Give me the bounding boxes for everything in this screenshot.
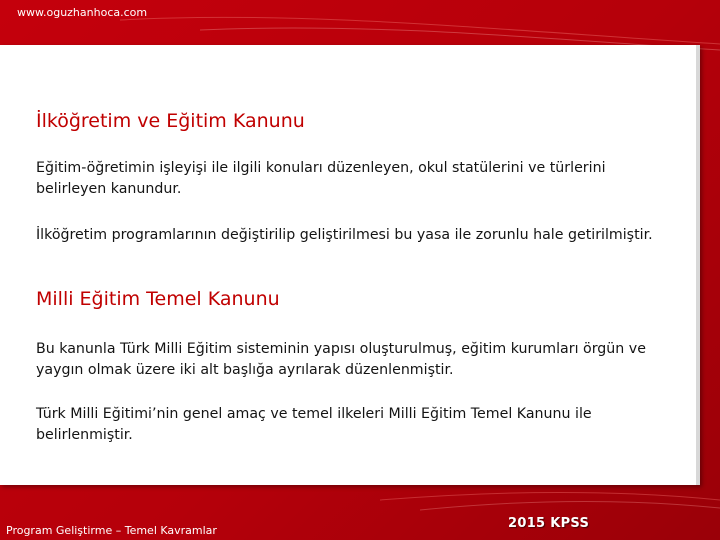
- section-title: İlköğretim ve Eğitim Kanunu: [36, 110, 305, 132]
- site-url: www.oguzhanhoca.com: [17, 6, 148, 19]
- footer-title: Program Geliştirme – Temel Kavramlar: [6, 524, 217, 537]
- section-paragraph: Eğitim-öğretimin işleyişi ile ilgili konuları düzenleyen, okul statülerini ve türlerini belirleyen kanundur.: [36, 160, 606, 197]
- footer-brand: 2015 KPSS: [508, 516, 590, 531]
- section-paragraph: Türk Milli Eğitimi’nin genel amaç ve temel ilkeleri Milli Eğitim Temel Kanunu ile belirlenmiştir.: [36, 406, 592, 443]
- section-paragraph: Bu kanunla Türk Milli Eğitim sisteminin yapısı oluşturulmuş, eğitim kurumları örgün ve yaygın olmak üzere iki alt başlığa ayrılarak düzenlenmiştir.: [36, 341, 646, 378]
- panel-edge: [696, 45, 700, 485]
- section-title: Milli Eğitim Temel Kanunu: [36, 288, 280, 310]
- section-paragraph: İlköğretim programlarının değiştirilip geliştirilmesi bu yasa ile zorunlu hale getirilmiştir.: [36, 227, 653, 243]
